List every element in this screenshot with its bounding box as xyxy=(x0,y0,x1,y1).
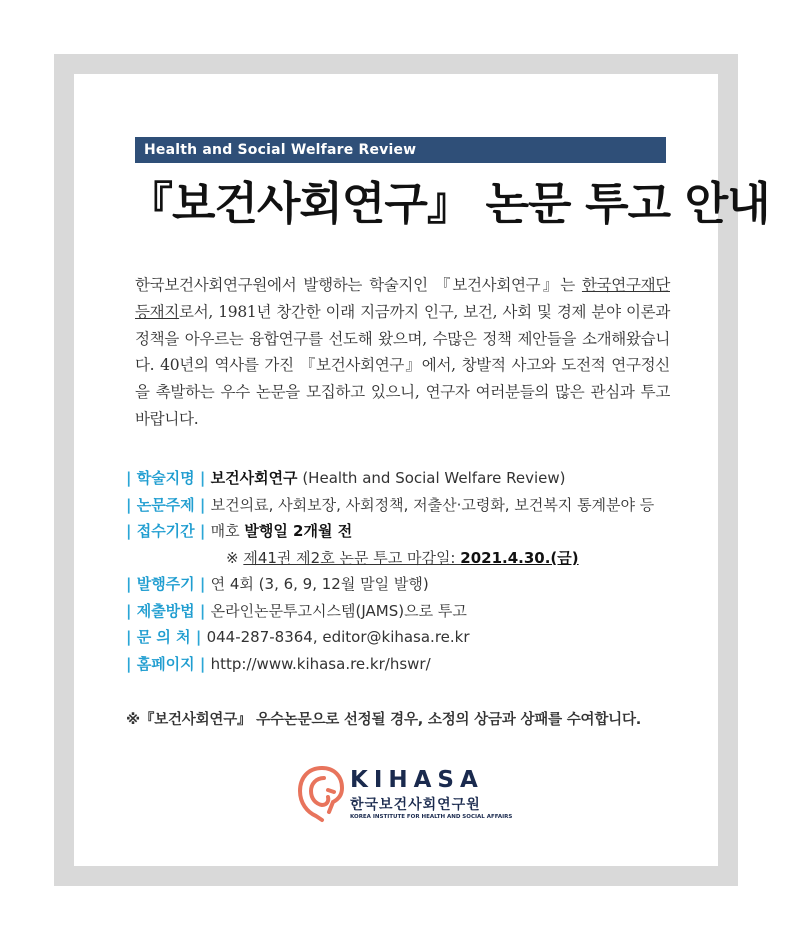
logo-korean: 한국보건사회연구원 xyxy=(350,797,481,813)
info-label: 문 의 처 xyxy=(136,628,191,646)
page-title: 『보건사회연구』 논문 투고 안내 xyxy=(128,177,770,230)
deadline-text: 제41권 제2호 논문 투고 마감일: xyxy=(243,548,461,567)
info-label: 학술지명 xyxy=(136,469,195,487)
info-label: 발행주기 xyxy=(136,575,195,593)
intro-text-2: 로서, 1981년 창간한 이래 지금까지 인구, 보건, 사회 및 경제 분야 이론과 정책을 아우르는 융합연구를 선도해 왔으며, 수많은 정책 제안들을 소개해왔습니다. 40년의 역사를 가진 『보건사회연구』에서, 창발적 사고와 도전적 연구정신을 촉발하는 우수 논문을 모집하고 있으니, 연구자 여러분들의 많은 관심과 투고 바랍니다. xyxy=(135,302,670,428)
info-label: 홈페이지 xyxy=(136,654,195,673)
info-row-cycle: | 발행주기 | 연 4회 (3, 6, 9, 12월 말일 발행) xyxy=(126,575,429,593)
info-row-method: | 제출방법 | 온라인논문투고시스템(JAMS)으로 투고 xyxy=(126,601,467,620)
award-footnote: ※『보건사회연구』 우수논문으로 선정될 경우, 소정의 상금과 상패를 수여합니다. xyxy=(126,712,642,728)
kihasa-emblem-icon xyxy=(296,764,348,824)
period-bold: 발행일 2개월 전 xyxy=(244,522,353,540)
info-row-topics: | 논문주제 | 보건의료, 사회보장, 사회정책, 저출산·고령화, 보건복지 통계분야 등 xyxy=(126,495,655,514)
intro-paragraph xyxy=(135,272,670,433)
logo-english: KIHASA xyxy=(350,767,484,793)
intro-text-1: 한국보건사회연구원에서 발행하는 학술지인 『보건사회연구』는 xyxy=(135,276,582,294)
journal-name: 보건사회연구 xyxy=(210,469,298,487)
contact-value[interactable]: 044-287-8364, editor@kihasa.re.kr xyxy=(206,628,470,646)
homepage-link[interactable]: http://www.kihasa.re.kr/hswr/ xyxy=(210,654,431,673)
info-row-contact: | 문 의 처 | 044-287-8364, editor@kihasa.re.kr xyxy=(126,628,470,646)
deadline-note xyxy=(126,545,686,572)
journal-banner: Health and Social Welfare Review xyxy=(135,137,666,163)
period-text: 매호 xyxy=(210,522,245,540)
info-value: 보건의료, 사회보장, 사회정책, 저출산·고령화, 보건복지 통계분야 등 xyxy=(210,495,655,514)
info-row-journal: | 학술지명 | 보건사회연구 (Health and Social Welfare Review) xyxy=(126,469,566,487)
info-label: 제출방법 xyxy=(136,601,195,620)
info-value: 온라인논문투고시스템(JAMS)으로 투고 xyxy=(210,601,467,620)
info-label: 접수기간 xyxy=(136,522,195,540)
info-list xyxy=(126,465,686,677)
intro-underlined: 한국연구재단 등재지 xyxy=(135,276,670,321)
journal-english: (Health and Social Welfare Review) xyxy=(297,469,566,487)
kihasa-logo xyxy=(296,764,516,826)
info-row-homepage: | 홈페이지 | http://www.kihasa.re.kr/hswr/ xyxy=(126,654,431,673)
note-mark: ※ xyxy=(226,548,244,567)
info-label: 논문주제 xyxy=(136,495,195,514)
info-row-period: | 접수기간 | 매호 발행일 2개월 전 xyxy=(126,522,353,540)
logo-subtitle: KOREA INSTITUTE FOR HEALTH AND SOCIAL AFFAIRS xyxy=(350,814,513,820)
info-value: 연 4회 (3, 6, 9, 12월 말일 발행) xyxy=(210,575,429,593)
deadline-date: 2021.4.30.(금) xyxy=(460,548,579,567)
